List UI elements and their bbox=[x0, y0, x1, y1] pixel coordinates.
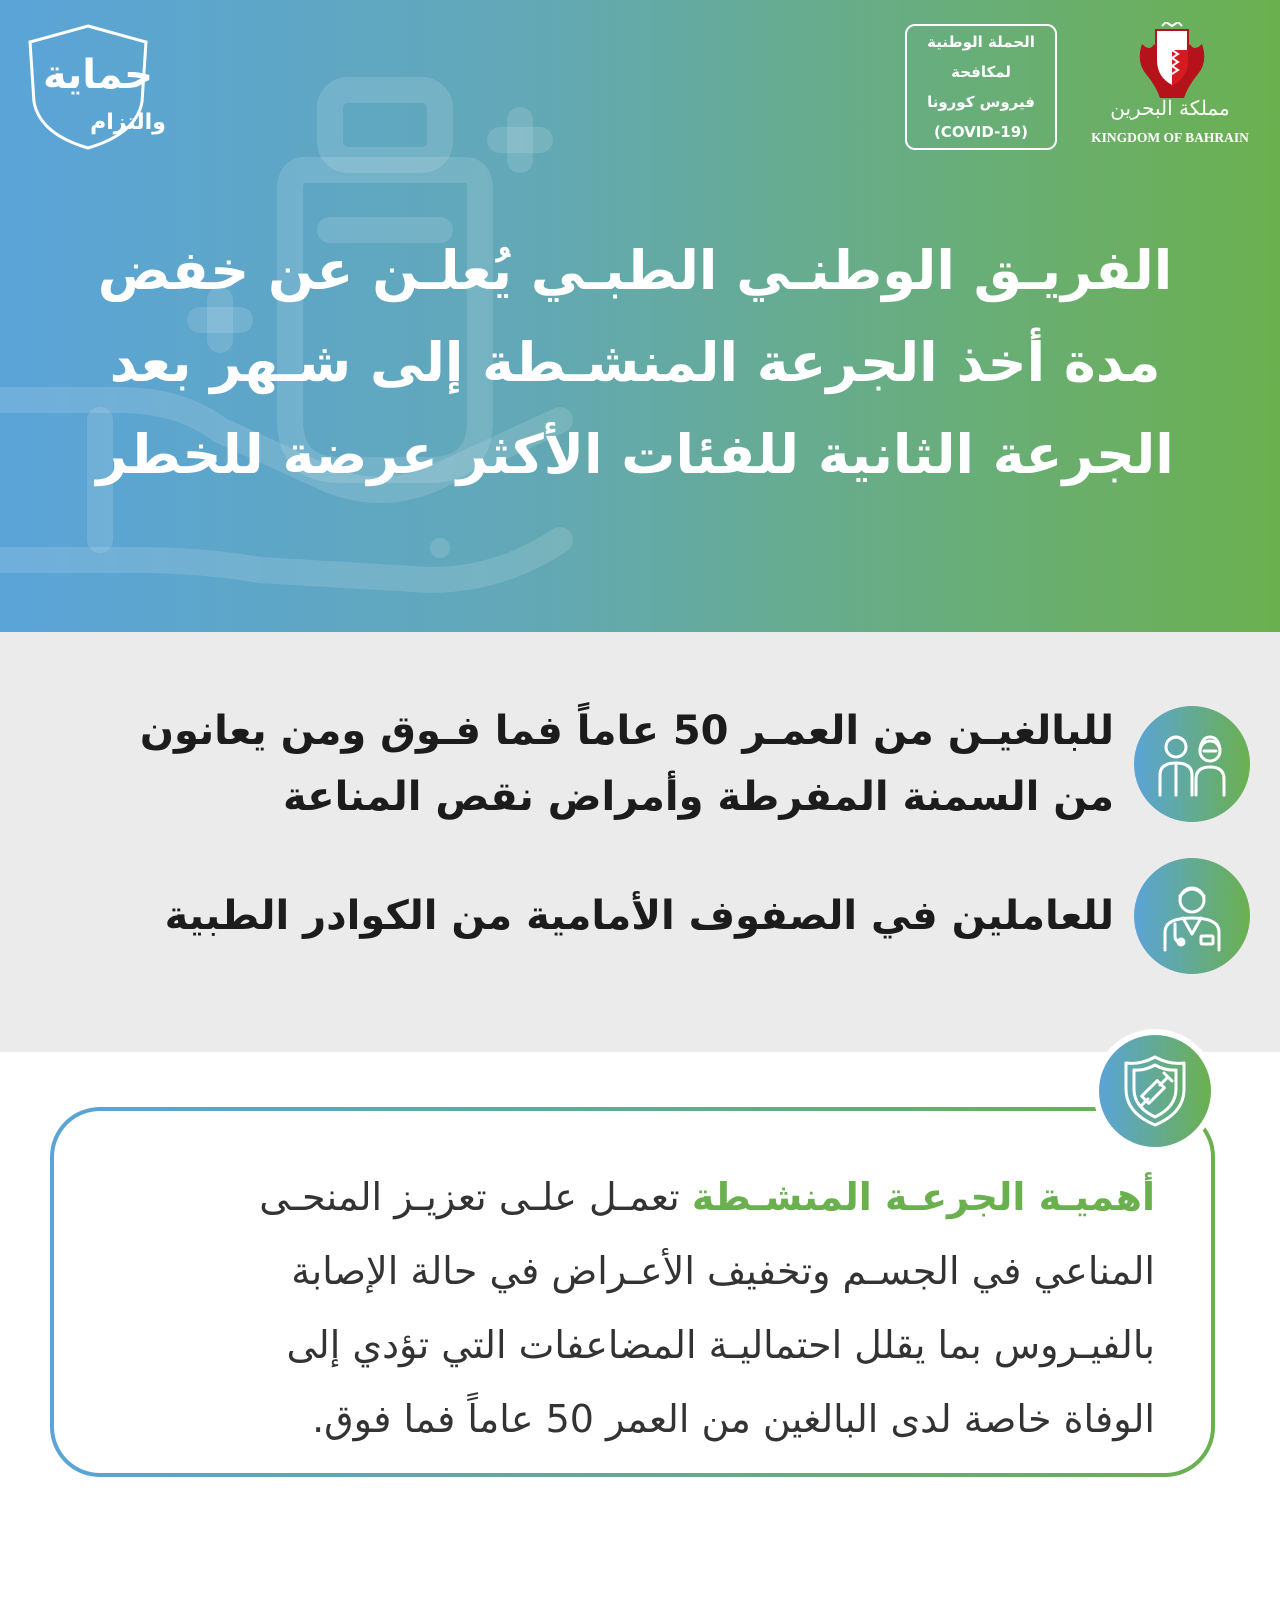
headline-line-1: الفريـق الوطنـي الطبـي يُعلـن عن خفض bbox=[97, 239, 1173, 302]
bahrain-emblem-icon bbox=[1132, 22, 1212, 102]
importance-line-1-rest: تعمـل علـى تعزيـز المنحـى bbox=[259, 1175, 692, 1219]
shield-syringe-icon bbox=[1093, 1029, 1217, 1153]
campaign-line-3: فيروس كورونا bbox=[927, 93, 1035, 111]
importance-line-4: الوفاة خاصة لدى البالغين من العمر 50 عاماً فما فوق. bbox=[312, 1397, 1155, 1441]
headline bbox=[60, 225, 1210, 501]
list-item-text bbox=[40, 698, 1114, 830]
list-item bbox=[40, 698, 1250, 830]
logo-word-iltizam: والتزام bbox=[90, 110, 166, 135]
group-1-line-1: للبالغيـن من العمـر 50 عاماً فما فـوق ومن يعانون bbox=[139, 708, 1114, 754]
campaign-badge bbox=[905, 24, 1057, 150]
campaign-line-2: لمكافحة bbox=[951, 63, 1011, 81]
importance-line-2: المناعي في الجسـم وتخفيف الأعـراض في حالة الإصابة bbox=[291, 1249, 1155, 1293]
importance-text bbox=[100, 1160, 1155, 1456]
target-groups-section bbox=[0, 632, 1280, 1052]
campaign-line-1: الحملة الوطنية bbox=[927, 33, 1035, 51]
header-banner bbox=[0, 0, 1280, 632]
headline-line-2: مدة أخذ الجرعة المنشـطة إلى شـهر بعد bbox=[109, 331, 1161, 394]
kingdom-name-english: KINGDOM OF BAHRAIN bbox=[1091, 130, 1249, 145]
campaign-line-4: (COVID-19) bbox=[933, 123, 1029, 141]
headline-line-3: الجرعة الثانية للفئات الأكثر عرضة للخطر bbox=[96, 423, 1174, 486]
elderly-couple-icon bbox=[1134, 706, 1250, 822]
importance-title: أهميـة الجرعـة المنشـطة bbox=[691, 1175, 1155, 1219]
kingdom-name-arabic: مملكة البحرين bbox=[1110, 96, 1230, 120]
doctor-icon bbox=[1134, 858, 1250, 974]
list-item-text bbox=[40, 883, 1114, 949]
himaya-logo bbox=[18, 22, 166, 152]
logo-word-himaya: حماية bbox=[43, 52, 153, 98]
group-1-line-2: من السمنة المفرطة وأمراض نقص المناعة bbox=[283, 774, 1114, 820]
group-2-line-1: للعاملين في الصفوف الأمامية من الكوادر الطبية bbox=[164, 893, 1114, 939]
importance-line-3: بالفيـروس بما يقلل احتماليـة المضاعفات التي تؤدي إلى bbox=[286, 1323, 1155, 1367]
importance-line-1 bbox=[100, 1160, 1155, 1234]
list-item bbox=[40, 858, 1250, 974]
